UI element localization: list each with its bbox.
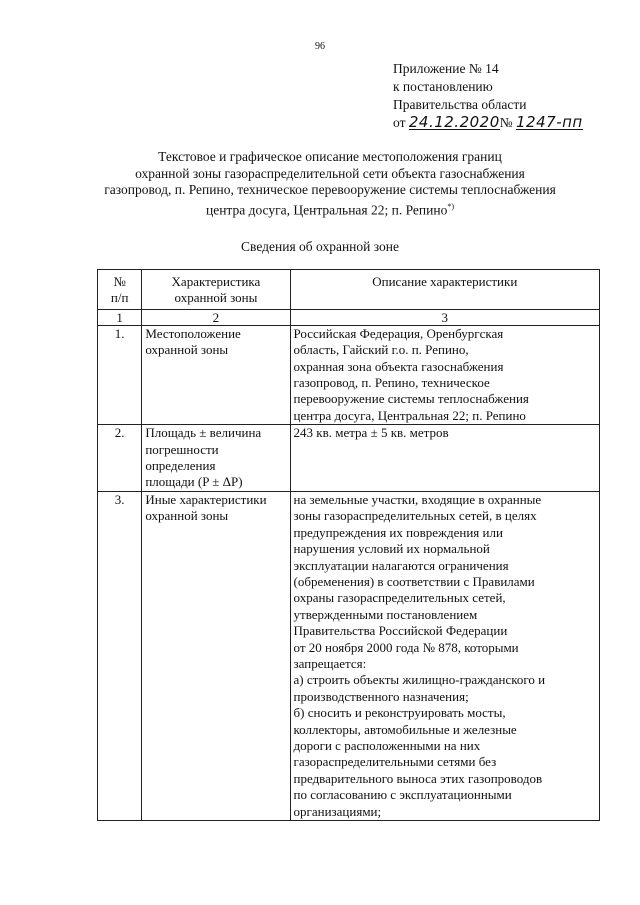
row-characteristic: Иные характеристики охранной зоны bbox=[142, 491, 290, 820]
date-prefix: от bbox=[393, 115, 406, 130]
title-line-4-wrap bbox=[70, 199, 590, 219]
column-number-row bbox=[98, 309, 600, 325]
table-row bbox=[98, 425, 600, 492]
column-number: 1 bbox=[98, 309, 142, 325]
appendix-line-1: Приложение № 14 bbox=[393, 61, 499, 76]
page-number: 96 bbox=[315, 41, 325, 52]
row-characteristic: Площадь ± величина погрешности определения площади (P ± ΔP) bbox=[142, 425, 290, 492]
appendix-line-3: Правительства области bbox=[393, 97, 527, 112]
column-number: 2 bbox=[142, 309, 290, 325]
table-row bbox=[98, 491, 600, 820]
document-title bbox=[70, 149, 590, 219]
title-line-2: охранной зоны газораспределительной сети объекта газоснабжения bbox=[135, 165, 525, 181]
title-line-3: газопровод, п. Репино, техническое перевооружение системы теплоснабжения bbox=[104, 182, 556, 197]
row-number: 3. bbox=[98, 491, 142, 820]
header-num: № п/п bbox=[98, 270, 142, 310]
column-number: 3 bbox=[290, 309, 599, 325]
header-characteristic: Характеристика охранной зоны bbox=[142, 270, 290, 310]
footnote-mark: *) bbox=[447, 201, 455, 211]
section-title: Сведения об охранной зоне bbox=[241, 239, 399, 254]
title-line-4: центра досуга, Центральная 22; п. Репино bbox=[205, 202, 448, 217]
appendix-block bbox=[393, 60, 583, 132]
handwritten-number: 1247-пп bbox=[516, 113, 583, 131]
appendix-line-2: к постановлению bbox=[393, 79, 493, 94]
number-sign: № bbox=[499, 115, 513, 130]
row-number: 2. bbox=[98, 425, 142, 492]
row-description: 243 кв. метра ± 5 кв. метров bbox=[290, 425, 599, 492]
row-characteristic: Местоположение охранной зоны bbox=[142, 325, 290, 424]
row-description: Российская Федерация, Оренбургская область, Гайский г.о. п. Репино, охранная зона объекта газоснабжения газопровод, п. Репино, техническое перевооружение системы теплоснабжения центра досуга, Центральная 22; п. Репино bbox=[290, 325, 599, 424]
table-header-row bbox=[98, 270, 600, 310]
protection-zone-table bbox=[97, 269, 600, 821]
row-description: на земельные участки, входящие в охранные зоны газораспределительных сетей, в целях предупреждения их повреждения или нарушения условий их нормальной эксплуатации налагаются ограничения (обременения) в соответствии с Правилами охраны газораспределительных сетей, утвержденными постановлением Правительства Российской Федерации от 20 ноября 2000 года № 878, которыми запрещается: а) строить объекты жилищно-гражданского и производственного назначения; б) сносить и реконструировать мосты, коллекторы, автомобильные и железные дороги с расположенными на них газораспределительными сетями без предварительного выноса этих газопроводов по согласованию с эксплуатационными организациями; bbox=[290, 491, 599, 820]
row-number: 1. bbox=[98, 325, 142, 424]
handwritten-date: 24.12.2020 bbox=[408, 113, 500, 131]
title-line-1: Текстовое и графическое описание местоположения границ bbox=[158, 149, 502, 164]
table-row bbox=[98, 325, 600, 424]
appendix-date-line bbox=[393, 114, 583, 132]
header-description: Описание характеристики bbox=[290, 270, 599, 310]
